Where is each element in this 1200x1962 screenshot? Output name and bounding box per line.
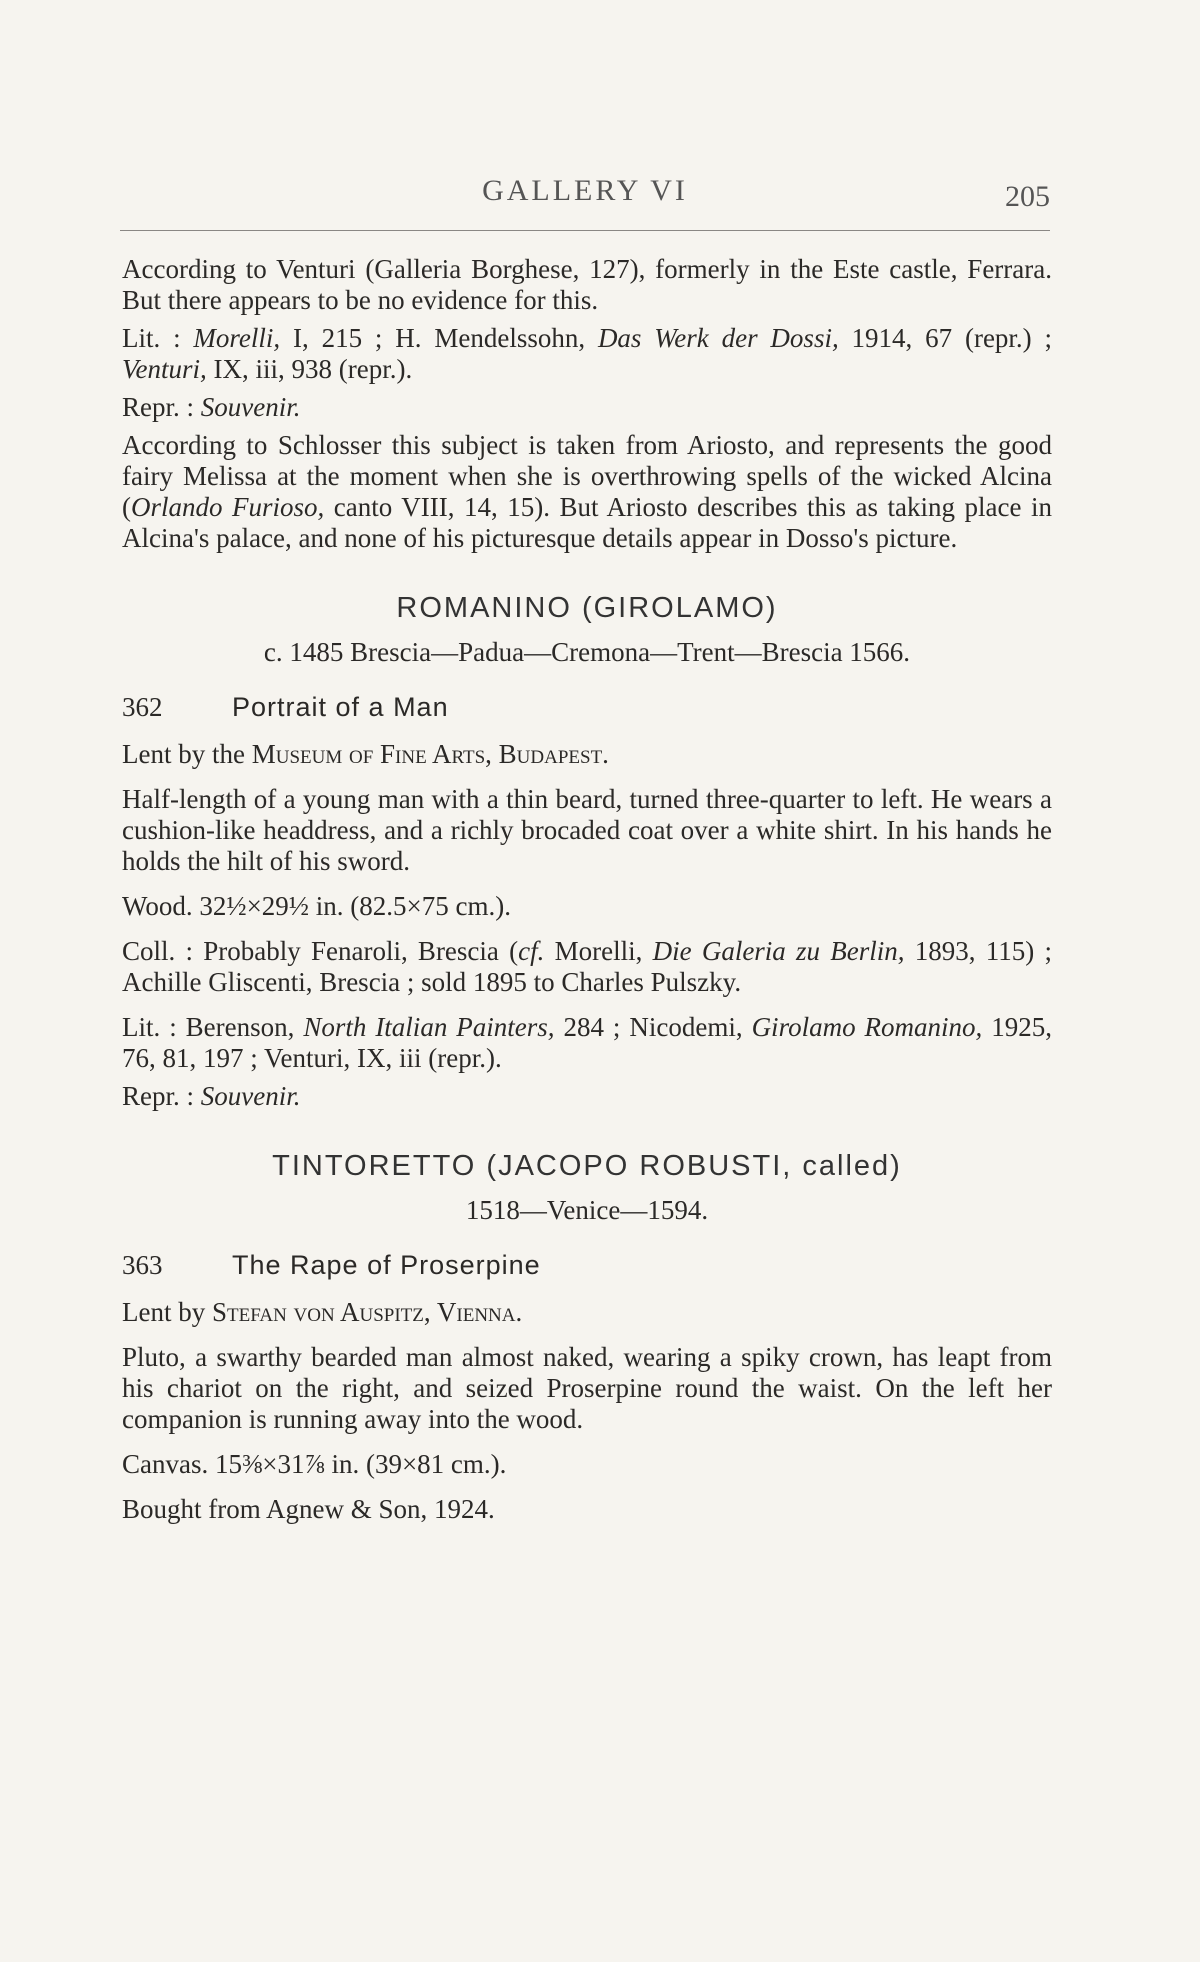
intro-literature: Lit. : Morelli, I, 215 ; H. Mendelssohn, Das Werk der Dossi, 1914, 67 (repr.) ; Venturi, IX, iii, 938 (repr.). [122,323,1053,384]
artist-dates-tintoretto: 1518—Venice—1594. [465,1195,709,1225]
collection-history: Coll. : Probably Fenaroli, Brescia (cf. Morelli, Die Galeria zu Berlin, 1893, 115) ; Achille Gliscenti, Brescia ; sold 1895 to Charles Pulszky. [122,936,1052,997]
literature: Lit. : Berenson, North Italian Painters, 284 ; Nicodemi, Girolamo Romanino, 1925, 76, 81, 197 ; Venturi, IX, iii (repr.). [122,1012,1052,1073]
provenance: Bought from Agnew & Son, 1924. [122,1494,495,1524]
intro-reproduction: Repr. : Souvenir. [122,392,301,422]
lender-line: Lent by Stefan von Auspitz, Vienna. [122,1297,523,1327]
reproduction: Repr. : Souvenir. [122,1081,301,1111]
intro-paragraph: According to Venturi (Galleria Borghese, 127), formerly in the Este castle, Ferrara. But there appears to be no evidence for this. [122,254,1052,315]
entry-number: 363 [122,1250,163,1280]
entry-title: The Rape of Proserpine [232,1250,541,1280]
intro-commentary: According to Schlosser this subject is taken from Ariosto, and represents the good fairy Melissa at the moment when she is overthrowing spells of the wicked Alcina (Orlando Furioso, canto VIII, 14, 15). But Ariosto describes this as taking place in Alcina's palace, and none of his picturesque details appear in Dosso's picture. [122,430,1052,553]
page-body [122,254,1052,1525]
entry-description: Pluto, a swarthy bearded man almost naked, wearing a spiky crown, has leapt from his chariot on the right, and seized Proserpine round the waist. On the left her companion is running away into the wood. [122,1342,1052,1434]
artist-dates-romanino: c. 1485 Brescia—Padua—Cremona—Trent—Brescia 1566. [263,637,911,667]
header-rule [120,230,1050,231]
page-number: 205 [1005,180,1050,213]
artist-heading-romanino: ROMANINO (GIROLAMO) [396,592,778,624]
page-header [120,170,1050,240]
entry-heading-363 [122,1250,1052,1281]
medium-dimensions: Canvas. 15⅜×31⅞ in. (39×81 cm.). [122,1449,507,1479]
lender-line: Lent by the Museum of Fine Arts, Budapest. [122,739,609,769]
entry-description: Half-length of a young man with a thin beard, turned three-quarter to left. He wears a cushion-like headdress, and a richly brocaded coat over a white shirt. In his hands he holds the hilt of his sword. [122,784,1052,876]
running-head: GALLERY VI [482,174,688,207]
artist-heading-tintoretto: TINTORETTO (JACOPO ROBUSTI, called) [272,1150,902,1182]
entry-title: Portrait of a Man [232,692,449,722]
entry-number: 362 [122,692,163,722]
entry-heading-362 [122,692,1052,723]
medium-dimensions: Wood. 32½×29½ in. (82.5×75 cm.). [122,891,511,921]
